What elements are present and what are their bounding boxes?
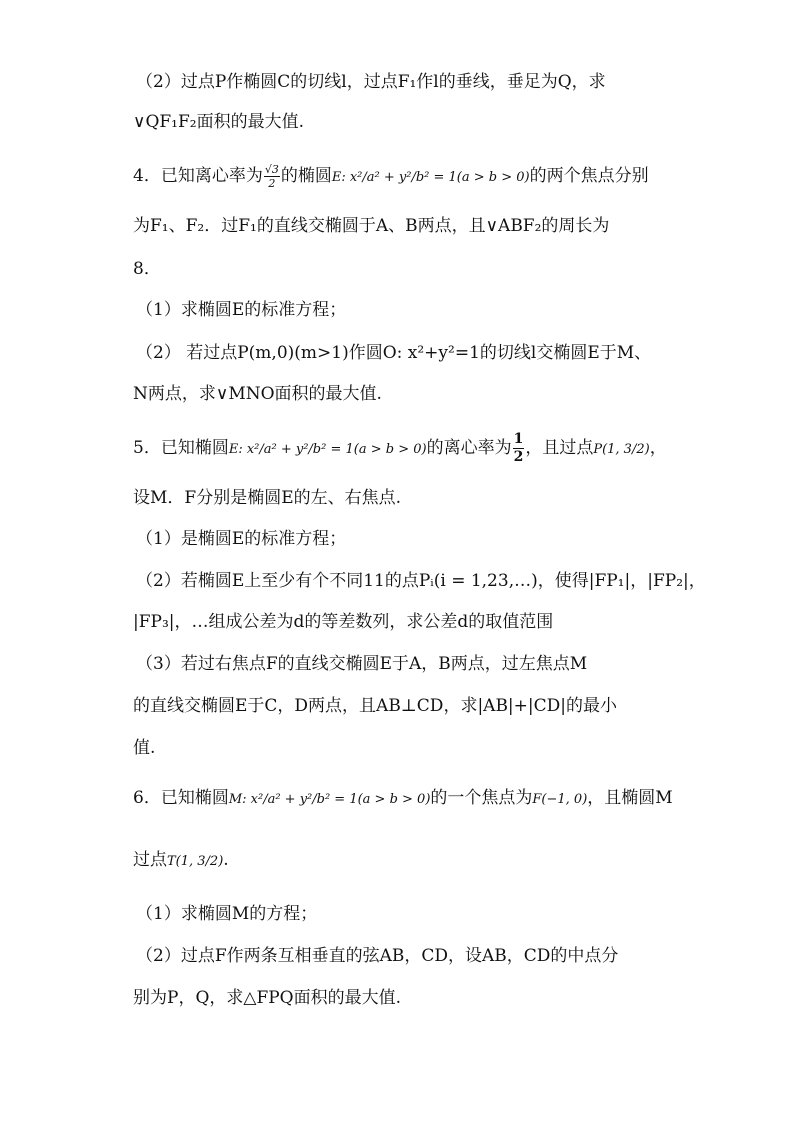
p6-question-2-line-1: （2）过点F作两条互相垂直的弦AB，CD，设AB，CD的中点分 [136, 946, 619, 966]
p5-ecc-den: 2 [513, 449, 524, 465]
p6-intro: 6．已知椭圆 [133, 788, 229, 808]
p6-focus: F(−1, 0) [532, 792, 588, 807]
p5-ellipse-equation: E: x²/a² + y²/b² = 1(a > b > 0) [228, 442, 427, 457]
p4-tail: 的两个焦点分别 [529, 166, 649, 186]
p5-question-3-line-1: （3）若过右焦点F的直线交椭圆E于A，B两点，过左焦点M [136, 654, 588, 674]
p5-question-1: （1）是椭圆E的标准方程； [136, 529, 347, 549]
p6-ellipse-equation: M: x²/a² + y²/b² = 1(a > b > 0) [228, 792, 431, 807]
p3-question-2-line-1: （2）过点P作椭圆C的切线l，过点F₁作l的垂线，垂足为Q，求 [136, 72, 606, 92]
p5-question-3-line-2: 的直线交椭圆E于C，D两点，且AB⊥CD，求|AB|+|CD|的最小 [133, 696, 618, 716]
p4-question-2-line-2: N两点，求∨MNO面积的最大值. [133, 384, 382, 404]
p6-line-2-tail: . [223, 850, 229, 870]
p5-intro: 5．已知椭圆 [133, 438, 229, 458]
p6-line-2 [133, 849, 673, 873]
p4-eccentricity [264, 163, 280, 190]
p4-ecc-den: 2 [268, 177, 276, 190]
p5-point-lead: ，且过点 [525, 438, 594, 458]
p6-tail: ，且椭圆M [587, 788, 673, 808]
p5-mid: 的离心率为 [426, 438, 512, 458]
p6-line-1 [133, 787, 673, 811]
p6-point: T(1, 3/2) [167, 854, 224, 869]
p5-question-3-line-3: 值. [133, 738, 156, 758]
p5-eccentricity [513, 431, 525, 466]
p6-point-lead: 过点 [133, 850, 167, 870]
p4-intro: 4．已知离心率为 [133, 166, 263, 186]
p5-ecc-num: 1 [513, 431, 524, 447]
p5-tail: ， [649, 438, 667, 458]
p4-line-2: 为F₁、F₂．过F₁的直线交椭圆于A、B两点，且∨ABF₂的周长为 [133, 216, 610, 236]
p4-question-1: （1）求椭圆E的标准方程； [136, 300, 347, 320]
p5-question-2-line-1: （2）若椭圆E上至少有个不同11的点Pᵢ(i = 1,23,…)，使得|FP₁|，|FP₂|， [136, 571, 706, 591]
p5-question-2-line-2: |FP₃|，…组成公差为d的等差数列，求公差d的取值范围 [133, 612, 554, 632]
p4-question-2-line-1: （2） 若过点P(m,0)(m>1)作圆O: x²+y²=1的切线l交椭圆E于M、 [136, 343, 652, 363]
p6-mid: 的一个焦点为 [430, 788, 533, 808]
p3-question-2-line-2: ∨QF₁F₂面积的最大值. [133, 112, 305, 132]
p5-line-2: 设M．F分别是椭圆E的左、右焦点. [133, 488, 402, 508]
p5-point: P(1, 3/2) [593, 442, 650, 457]
p4-ecc-num: √3 [264, 163, 279, 176]
p4-line-1 [133, 163, 673, 190]
p6-question-2-line-2: 别为P，Q，求△FPQ面积的最大值. [133, 988, 402, 1008]
p4-mid: 的椭圆 [280, 166, 332, 186]
p4-ellipse-equation: E: x²/a² + y²/b² = 1(a > b > 0) [331, 170, 530, 185]
p4-line-3: 8． [133, 259, 161, 279]
p5-line-1 [133, 431, 673, 466]
p6-question-1: （1）求椭圆M的方程； [136, 904, 318, 924]
